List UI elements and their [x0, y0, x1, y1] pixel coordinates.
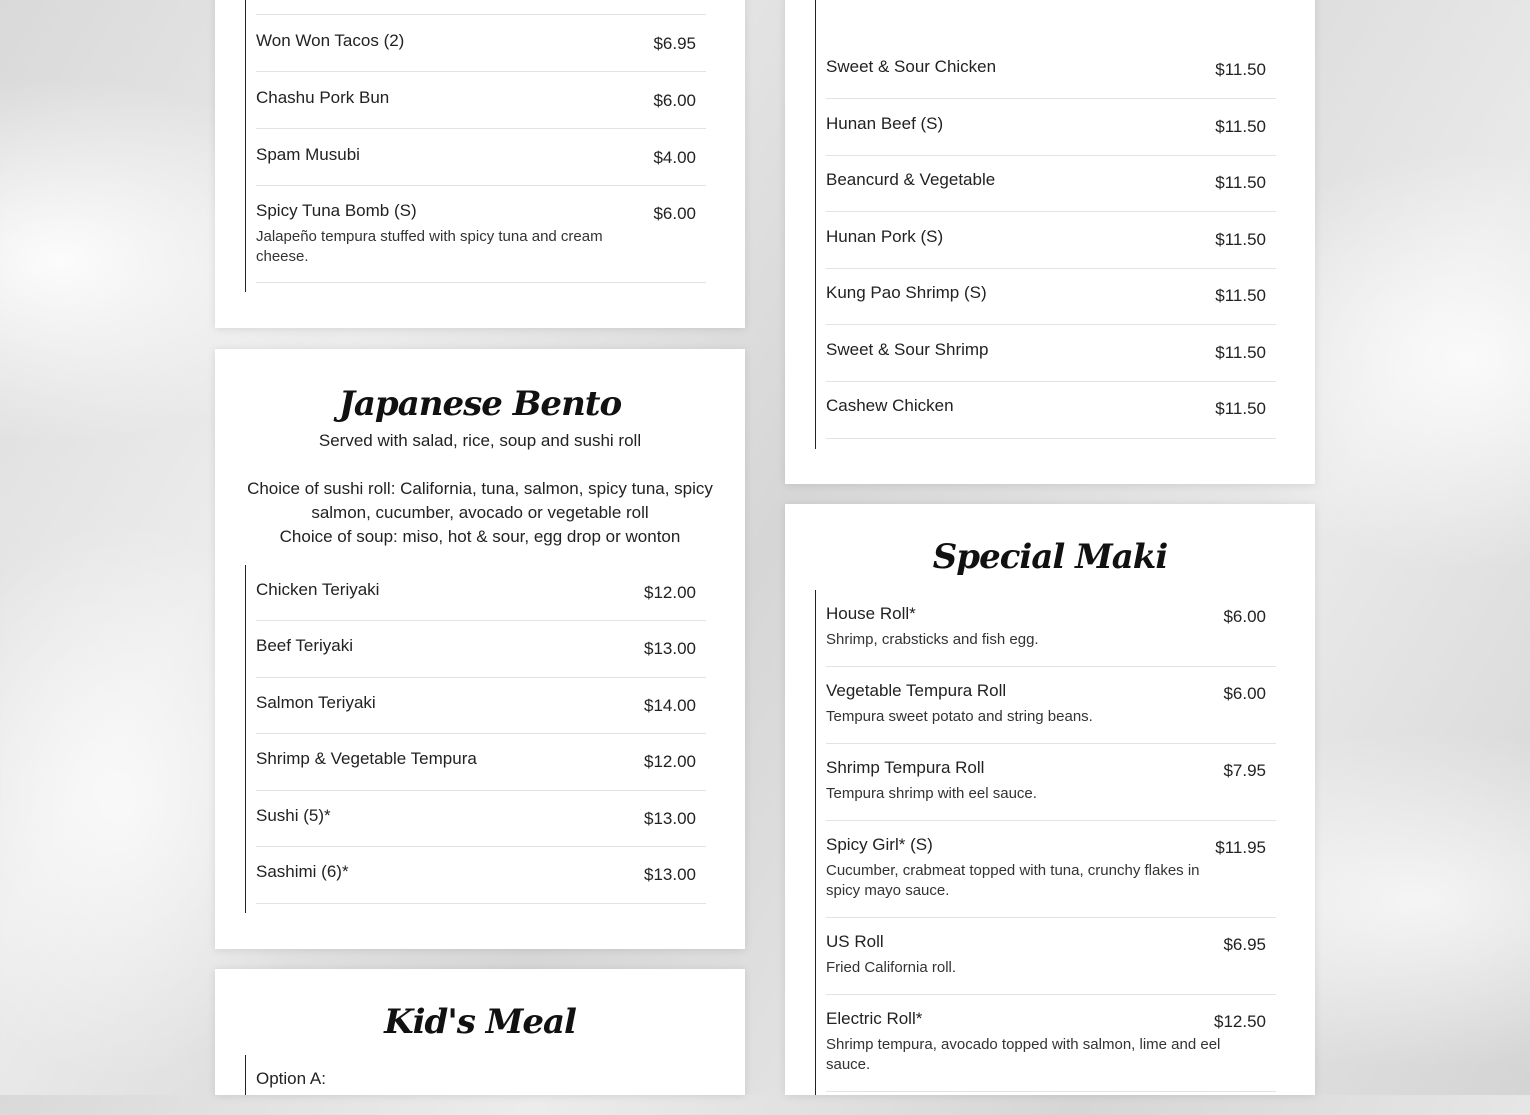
- item-name: Salmon Teriyaki: [256, 693, 376, 712]
- item-price: $11.50: [1215, 60, 1266, 79]
- section-title: Special Maki: [932, 537, 1168, 577]
- menu-item[interactable]: [256, 1055, 706, 1115]
- item-name: Vegetable Tempura Roll: [826, 681, 1007, 700]
- japanese-bento-card: [215, 349, 745, 949]
- item-name: Sashimi (6)*: [256, 862, 349, 881]
- sushi-roll-choice-note: Choice of sushi roll: California, tuna, salmon, spicy tuna, spicy salmon, cucumber, avocado or vegetable roll: [247, 479, 713, 522]
- item-description: Jalapeño tempura stuffed with spicy tuna and cream cheese.: [256, 228, 603, 265]
- item-description: Fried California roll.: [826, 959, 957, 976]
- soup-choice-note: Choice of soup: miso, hot & sour, egg drop or wonton: [279, 527, 681, 546]
- item-name: Hunan Beef (S): [826, 114, 944, 133]
- menu-item[interactable]: [256, 129, 706, 186]
- item-name: Kung Pao Shrimp (S): [826, 283, 987, 302]
- menu-item[interactable]: [826, 918, 1276, 995]
- item-price: $12.50: [1214, 1012, 1266, 1031]
- item-name: Beancurd & Vegetable: [826, 170, 996, 189]
- appetizers-list: [245, 0, 706, 292]
- item-name: Shrimp Tempura Roll: [826, 758, 985, 777]
- item-name: Chashu Pork Bun: [256, 88, 390, 107]
- item-name: Spam Musubi: [256, 145, 360, 164]
- item-price: $11.50: [1215, 286, 1266, 305]
- item-description: Shrimp, crabsticks and fish egg.: [826, 631, 1039, 648]
- item-name: Spicy Tuna Bomb (S): [256, 201, 417, 220]
- menu-item-top-divider: [256, 0, 706, 15]
- menu-item[interactable]: [256, 565, 706, 621]
- appetizers-card: [215, 0, 745, 328]
- menu-item[interactable]: [826, 325, 1276, 382]
- item-price: $13.00: [644, 809, 696, 828]
- item-price: $6.00: [653, 204, 696, 223]
- item-price: $13.00: [644, 865, 696, 884]
- item-price: $4.00: [653, 148, 696, 167]
- menu-item[interactable]: [826, 156, 1276, 212]
- section-subtitle: Served with salad, rice, soup and sushi roll: [318, 431, 642, 450]
- item-name: Hunan Pork (S): [826, 227, 944, 246]
- menu-item[interactable]: [256, 847, 706, 904]
- bento-list: [245, 565, 706, 913]
- special-maki-list: [815, 590, 1276, 1095]
- item-name: Beef Teriyaki: [256, 636, 354, 655]
- entrees-list: [815, 0, 1276, 449]
- kids-meal-card: [215, 969, 745, 1095]
- section-title: Kid's Meal: [384, 1002, 576, 1042]
- item-description: Tempura sweet potato and string beans.: [826, 708, 1093, 725]
- item-price: $11.50: [1215, 343, 1266, 362]
- menu-item[interactable]: [256, 186, 706, 283]
- menu-item[interactable]: [826, 269, 1276, 325]
- item-name: Won Won Tacos (2): [256, 31, 405, 50]
- section-title: Japanese Bento: [338, 384, 622, 424]
- item-price: $11.95: [1215, 838, 1266, 857]
- menu-item[interactable]: [826, 382, 1276, 439]
- item-price: $7.95: [1223, 761, 1266, 780]
- menu-item[interactable]: [826, 667, 1276, 744]
- item-name: Spicy Girl* (S): [826, 835, 933, 854]
- item-description: Tempura shrimp with eel sauce.: [826, 785, 1037, 802]
- kids-meal-list: [245, 1055, 706, 1095]
- menu-item[interactable]: [826, 744, 1276, 821]
- item-price: $11.50: [1215, 399, 1266, 418]
- menu-item[interactable]: [256, 678, 706, 734]
- item-price: $14.00: [644, 696, 696, 715]
- item-price: $6.95: [1223, 935, 1266, 954]
- menu-item[interactable]: [826, 995, 1276, 1092]
- item-description: Cucumber, crabmeat topped with tuna, crunchy flakes in spicy mayo sauce.: [826, 862, 1200, 899]
- menu-item[interactable]: [256, 734, 706, 791]
- item-name: Chicken Teriyaki: [256, 580, 380, 599]
- menu-item[interactable]: [826, 212, 1276, 269]
- item-description: Shrimp tempura, avocado topped with salmon, lime and eel sauce.: [826, 1036, 1221, 1073]
- menu-item[interactable]: [826, 42, 1276, 99]
- item-price: $6.00: [1223, 684, 1266, 703]
- menu-item[interactable]: [826, 99, 1276, 156]
- item-price: $13.00: [644, 639, 696, 658]
- item-price: $6.00: [1223, 607, 1266, 626]
- special-maki-card: [785, 504, 1315, 1095]
- menu-item[interactable]: [256, 15, 706, 72]
- item-name: Shrimp & Vegetable Tempura: [256, 749, 477, 768]
- item-name: Cashew Chicken: [826, 396, 954, 415]
- menu-item[interactable]: [256, 621, 706, 678]
- menu-item[interactable]: [256, 791, 706, 847]
- item-name: Sushi (5)*: [256, 806, 331, 825]
- item-price: $12.00: [644, 583, 696, 602]
- menu-item[interactable]: [826, 590, 1276, 667]
- item-price: $6.95: [653, 34, 696, 53]
- item-price: $6.00: [653, 91, 696, 110]
- item-name: US Roll: [826, 932, 884, 951]
- item-price: $11.50: [1215, 117, 1266, 136]
- entrees-card: [785, 0, 1315, 484]
- item-name: Option A:: [256, 1069, 326, 1088]
- menu-item[interactable]: [256, 72, 706, 129]
- item-name: House Roll*: [826, 604, 916, 623]
- item-price: $11.50: [1215, 173, 1266, 192]
- item-name: Sweet & Sour Shrimp: [826, 340, 989, 359]
- item-name: Electric Roll*: [826, 1009, 923, 1028]
- item-name: Sweet & Sour Chicken: [826, 57, 997, 76]
- menu-item[interactable]: [826, 821, 1276, 918]
- item-price: $11.50: [1215, 230, 1266, 249]
- item-price: $12.00: [644, 752, 696, 771]
